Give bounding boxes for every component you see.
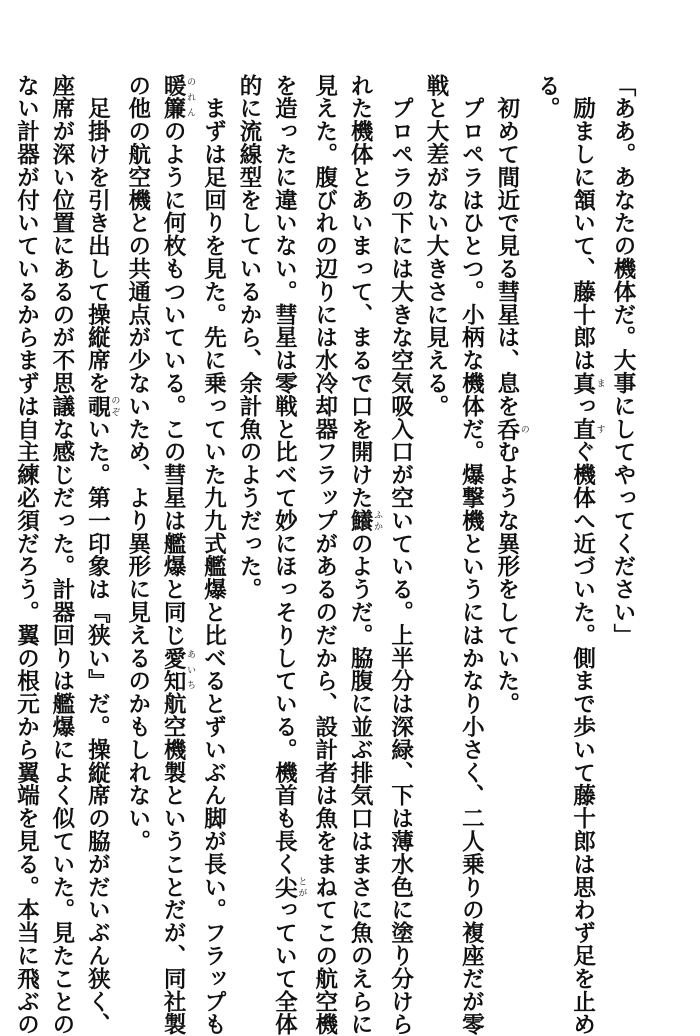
ruby-base: 覗 xyxy=(84,394,111,418)
text-line xyxy=(453,74,488,1036)
text-segment: 的に流線型をしているから、余計魚のようだった。 xyxy=(235,74,262,601)
text-segment: プロペラはひとつ。小柄な機体だ。爆撃機というにはかなり小さく、二人乗りの複座だが零 xyxy=(458,74,485,1036)
text-segment: ぐ機体へ近づいた。側まで歩いて藤十郎は思わず足を止め xyxy=(569,440,596,1036)
text-segment: の他の航空機との共通点が少ないため、より異形に見えるのかもしれない。 xyxy=(124,74,151,853)
ruby-base: 呑 xyxy=(493,417,520,441)
text-segment: 足掛けを引き出して操縦席を xyxy=(84,74,111,395)
ruby-base: 真っ直 xyxy=(569,371,596,441)
ruby-annotation xyxy=(160,74,196,120)
text-segment: を造ったに違いない。彗星は零戦と比べて妙にほっそりしている。機首も長く xyxy=(271,74,298,876)
text-line xyxy=(306,74,341,1036)
ruby-annotation xyxy=(493,417,529,441)
text-line xyxy=(44,74,79,1036)
ruby-reading: ま す xyxy=(594,371,605,441)
text-segment: プロペラの下には大きな空気吸入口が空いている。上半分は深緑、下は薄水色に塗り分けら xyxy=(387,74,414,1036)
text-segment: 励ましに頷いて、藤十郎は xyxy=(569,74,596,372)
text-segment: 初めて間近で見る彗星は、息を xyxy=(493,74,520,418)
text-line xyxy=(155,74,196,1036)
text-segment: る。 xyxy=(534,74,561,120)
text-segment: まずは足回りを見た。先に乗っていた九九式艦爆と比べるとずいぶん脚が長い。フラップも xyxy=(200,74,227,1036)
text-line xyxy=(382,74,417,1036)
text-line xyxy=(231,74,266,954)
ruby-annotation xyxy=(271,875,307,899)
text-segment: 航空機製ということだが、同社製 xyxy=(160,692,187,1036)
text-segment: 「ああ。あなたの機体だ。大事にしてやってください」 xyxy=(610,74,636,647)
ruby-base: 暖簾 xyxy=(160,74,187,120)
ruby-reading: とが xyxy=(296,875,307,899)
ruby-base: 愛知 xyxy=(160,646,187,693)
text-segment: 座席が深い位置にあるのが不思議な感じだった。計器回りは艦爆によく似ていた。見たことの xyxy=(48,74,75,1036)
text-line xyxy=(488,74,528,954)
text-line xyxy=(564,74,605,1036)
ruby-base: 尖 xyxy=(271,875,298,899)
ruby-reading: のれん xyxy=(185,74,196,120)
ruby-reading: のぞ xyxy=(109,394,120,418)
text-segment: むような異形をしていた。 xyxy=(493,440,520,716)
text-segment: ない計器が付いているからまずは自主練必須だろう。翼の根元から翼端を見る。本当に飛ぶの xyxy=(13,74,40,1036)
text-line xyxy=(418,74,453,954)
text-segment: いた。第一印象は『狭い』だ。操縦席の脇がだいぶん狭く、 xyxy=(84,417,111,1036)
text-segment: 見えた。腹びれの辺りには水冷却器フラップがあるのだから、設計者は魚をまねてこの航空機 xyxy=(311,74,338,1036)
ruby-annotation xyxy=(84,394,120,418)
ruby-base: 鱶 xyxy=(347,509,374,533)
text-line xyxy=(119,74,154,954)
ruby-annotation xyxy=(347,509,383,533)
text-line xyxy=(266,74,307,1036)
text-line xyxy=(605,74,640,954)
ruby-annotation xyxy=(160,646,196,693)
ruby-reading: の xyxy=(518,417,529,441)
text-segment: のようだ。脇腹に並ぶ排気口はまさに魚のえらに xyxy=(347,532,374,1036)
ruby-annotation xyxy=(569,371,605,441)
text-line xyxy=(195,74,230,1036)
text-segment: 戦と大差がない大きさに見える。 xyxy=(422,74,449,418)
text-segment: のように何枚もついている。この彗星は艦爆と同じ xyxy=(160,119,187,647)
text-segment: っていて全体 xyxy=(271,898,298,1036)
text-line xyxy=(529,74,564,954)
text-line xyxy=(342,74,383,1036)
text-line xyxy=(8,74,43,1036)
vertical-text-body xyxy=(8,74,640,1036)
ruby-reading: ふか xyxy=(372,509,383,532)
text-line xyxy=(79,74,120,1036)
text-segment: れた機体とあいまって、まるで口を開けた xyxy=(347,74,374,510)
ruby-reading: あいち xyxy=(185,646,196,693)
